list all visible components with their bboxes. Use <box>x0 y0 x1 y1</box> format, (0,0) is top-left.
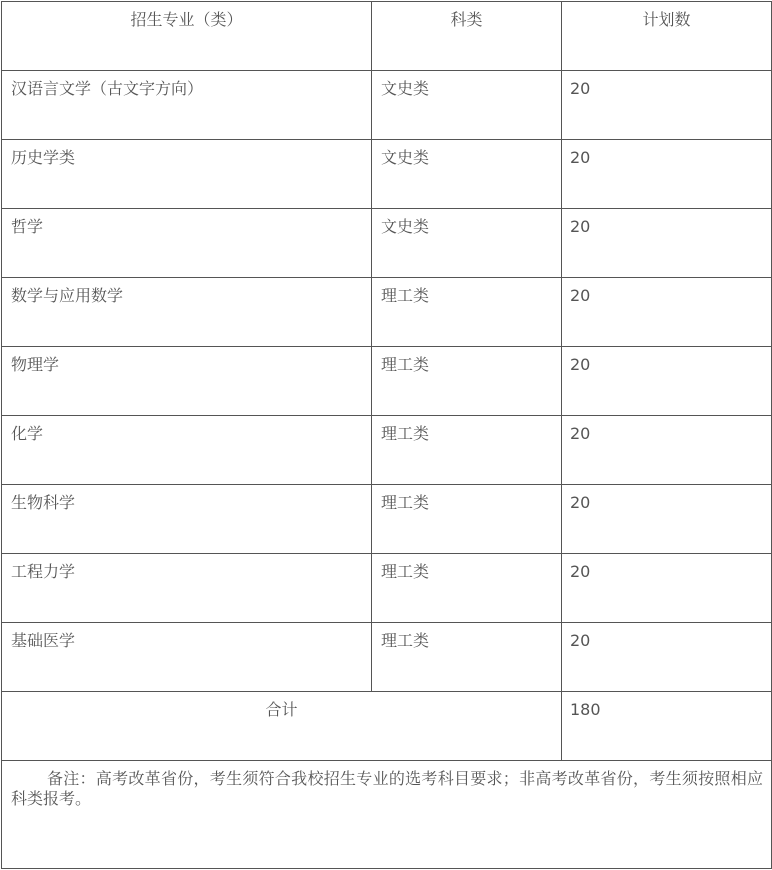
category-cell: 文史类 <box>372 140 562 209</box>
category-cell: 理工类 <box>372 623 562 692</box>
category-cell: 理工类 <box>372 347 562 416</box>
major-cell: 数学与应用数学 <box>2 278 372 347</box>
note-row <box>2 761 772 869</box>
note-text: 备注：高考改革省份，考生须符合我校招生专业的选考科目要求；非高考改革省份，考生须按照相应科类报考。 <box>2 761 772 869</box>
header-plan: 计划数 <box>562 2 772 71</box>
plan-cell: 20 <box>562 209 772 278</box>
major-cell: 生物科学 <box>2 485 372 554</box>
plan-cell: 20 <box>562 71 772 140</box>
major-cell: 化学 <box>2 416 372 485</box>
table-row <box>2 347 772 416</box>
table-row <box>2 623 772 692</box>
enrollment-plan-table <box>1 1 772 869</box>
major-cell: 历史学类 <box>2 140 372 209</box>
plan-cell: 20 <box>562 140 772 209</box>
header-major: 招生专业（类） <box>2 2 372 71</box>
total-value: 180 <box>562 692 772 761</box>
plan-cell: 20 <box>562 347 772 416</box>
major-cell: 物理学 <box>2 347 372 416</box>
table-row <box>2 140 772 209</box>
plan-cell: 20 <box>562 623 772 692</box>
total-label: 合计 <box>2 692 562 761</box>
table-row <box>2 554 772 623</box>
category-cell: 理工类 <box>372 278 562 347</box>
major-cell: 工程力学 <box>2 554 372 623</box>
table-row <box>2 416 772 485</box>
plan-cell: 20 <box>562 278 772 347</box>
major-cell: 汉语言文学（古文字方向） <box>2 71 372 140</box>
table-row <box>2 485 772 554</box>
table-header-row <box>2 2 772 71</box>
table-row <box>2 209 772 278</box>
total-row <box>2 692 772 761</box>
major-cell: 基础医学 <box>2 623 372 692</box>
category-cell: 文史类 <box>372 209 562 278</box>
category-cell: 理工类 <box>372 554 562 623</box>
category-cell: 文史类 <box>372 71 562 140</box>
header-category: 科类 <box>372 2 562 71</box>
category-cell: 理工类 <box>372 485 562 554</box>
table-row <box>2 278 772 347</box>
plan-cell: 20 <box>562 554 772 623</box>
major-cell: 哲学 <box>2 209 372 278</box>
plan-cell: 20 <box>562 416 772 485</box>
category-cell: 理工类 <box>372 416 562 485</box>
plan-cell: 20 <box>562 485 772 554</box>
table-row <box>2 71 772 140</box>
